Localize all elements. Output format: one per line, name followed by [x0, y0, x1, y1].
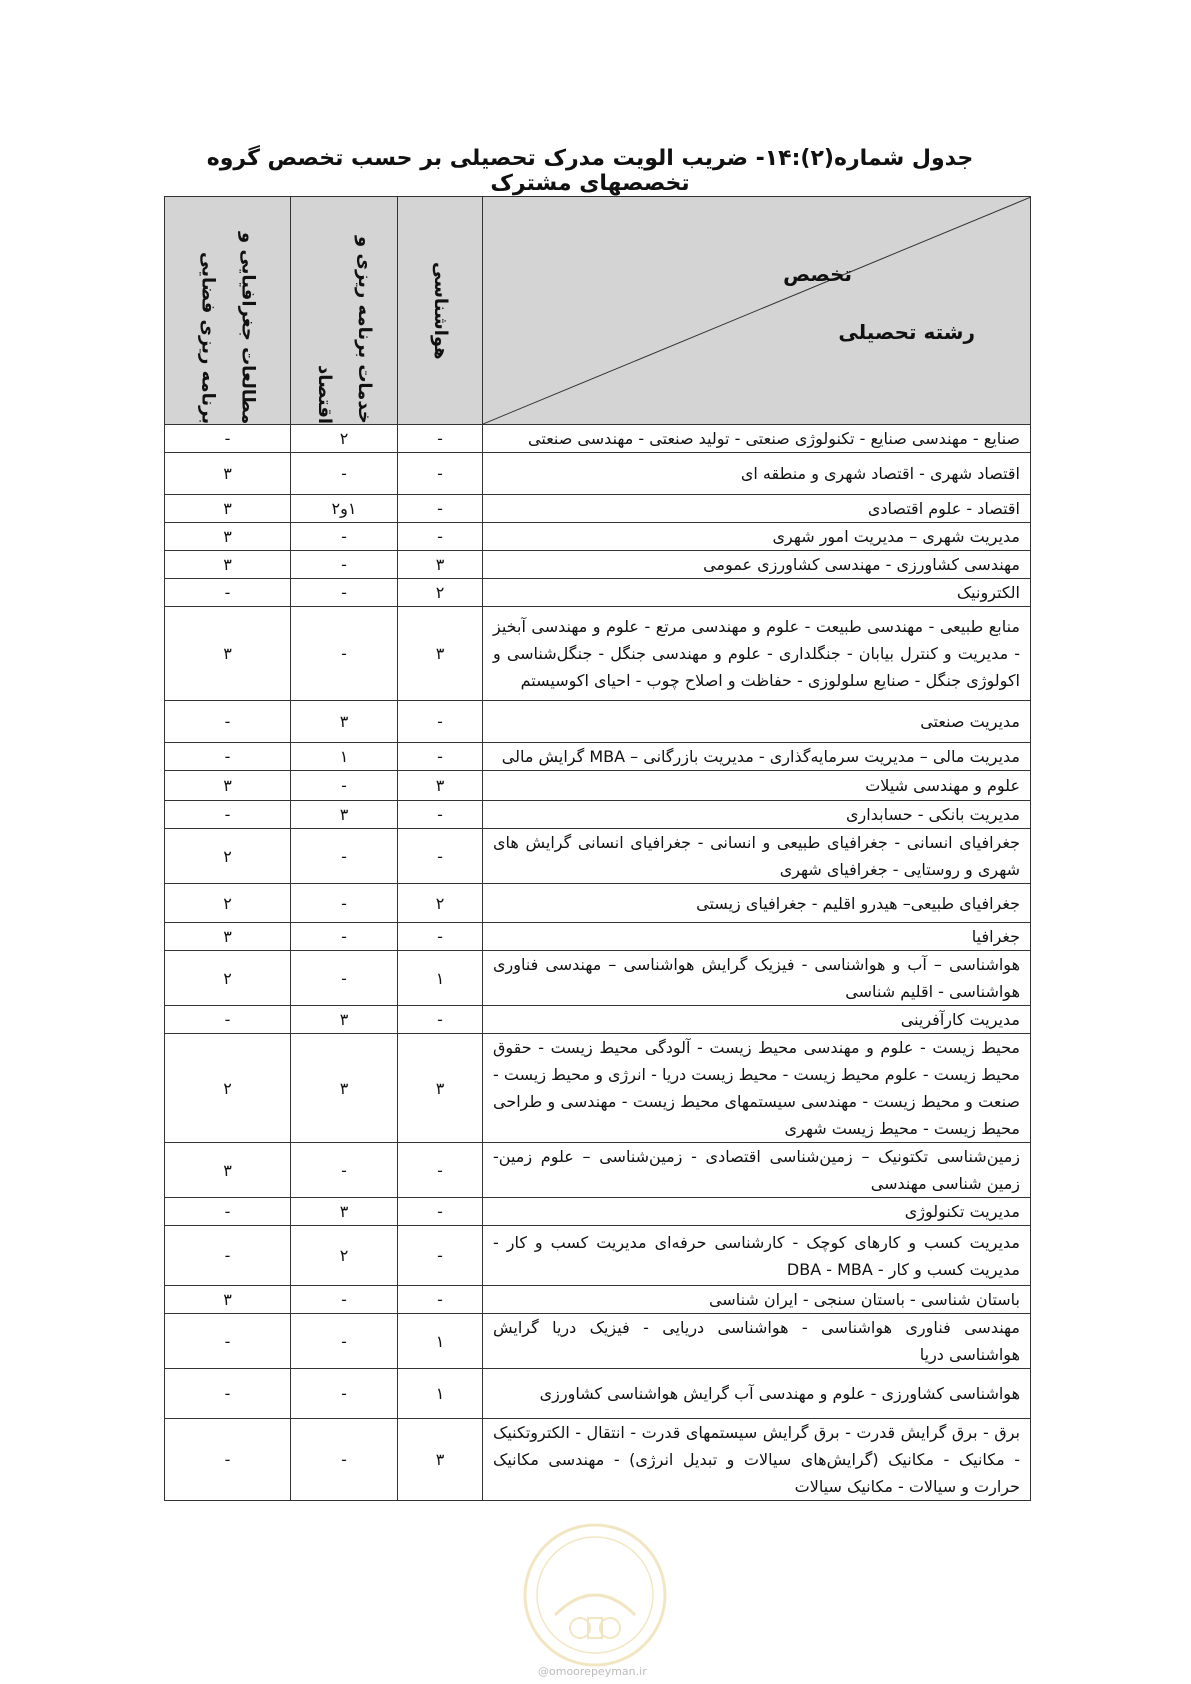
cell-specialization: جغرافیا — [483, 923, 1031, 951]
cell-specialization: الکترونیک — [483, 579, 1031, 607]
cell-meteorology: - — [398, 701, 483, 743]
cell-specialization: هواشناسی – آب و هواشناسی - فیزیک گرایش هواشناسی – مهندسی فناوری هواشناسی - اقلیم شناسی — [483, 951, 1031, 1006]
cell-planning-economy: - — [291, 951, 398, 1006]
cell-specialization: مدیریت شهری – مدیریت امور شهری — [483, 523, 1031, 551]
cell-geography: ۲ — [165, 1034, 291, 1143]
header-col-planning-economy: خدمات برنامه ریزی و اقتصاد — [291, 197, 398, 425]
header-col-geography: مطالعات جغرافیایی و برنامه ریزی فضایی — [165, 197, 291, 425]
cell-geography: ۳ — [165, 607, 291, 701]
cell-specialization: برق - برق گرایش قدرت - برق گرایش سیستمهای قدرت - انتقال - الکتروتکنیک - مکانیک - مکانیک (گرایش‌های سیالات و تبدیل انرژی) - مهندسی مکانیک حرارت و سیالات - مکانیک سیالات — [483, 1419, 1031, 1501]
table-row — [165, 425, 1031, 453]
cell-meteorology: - — [398, 1143, 483, 1198]
diagonal-line — [483, 197, 1031, 424]
cell-specialization: هواشناسی کشاورزی - علوم و مهندسی آب گرایش هواشناسی کشاورزی — [483, 1369, 1031, 1419]
cell-geography: - — [165, 1369, 291, 1419]
table-row — [165, 829, 1031, 884]
cell-meteorology: ۱ — [398, 951, 483, 1006]
cell-specialization: مدیریت تکنولوژی — [483, 1198, 1031, 1226]
cell-planning-economy: - — [291, 579, 398, 607]
table-row — [165, 607, 1031, 701]
cell-geography: - — [165, 1226, 291, 1286]
table-row — [165, 1198, 1031, 1226]
table-title: جدول شماره(۲):۱۴- ضریب الویت مدرک تحصیلی بر حسب تخصص گروه تخصصهای مشترک — [206, 146, 974, 196]
cell-geography: ۲ — [165, 951, 291, 1006]
cell-meteorology: - — [398, 1226, 483, 1286]
table-row — [165, 1314, 1031, 1369]
cell-planning-economy: - — [291, 453, 398, 495]
table-row — [165, 1286, 1031, 1314]
cell-specialization: محیط زیست - علوم و مهندسی محیط زیست - آلودگی محیط زیست - حقوق محیط زیست - علوم محیط زیست - محیط زیست دریا - انرژی و محیط زیست - صنعت و محیط زیست - مهندسی سیستمهای محیط زیست - مهندسی و طراحی محیط زیست - محیط زیست شهری — [483, 1034, 1031, 1143]
cell-planning-economy: - — [291, 1369, 398, 1419]
cell-geography: ۳ — [165, 1286, 291, 1314]
cell-geography: ۳ — [165, 923, 291, 951]
cell-geography: ۳ — [165, 495, 291, 523]
table-row — [165, 1419, 1031, 1501]
cell-specialization: مدیریت کسب و کارهای کوچک - کارشناسی حرفه‌ای مدیریت کسب و کار - مدیریت کسب و کار - DBA - MBA — [483, 1226, 1031, 1286]
cell-specialization: اقتصاد شهری - اقتصاد شهری و منطقه ای — [483, 453, 1031, 495]
watermark-seal — [520, 1520, 670, 1670]
cell-meteorology: - — [398, 1006, 483, 1034]
cell-planning-economy: - — [291, 1286, 398, 1314]
cell-planning-economy: ۲ — [291, 1226, 398, 1286]
cell-specialization: زمین‌شناسی تکتونیک – زمین‌شناسی اقتصادی - زمین‌شناسی – علوم زمین- زمین شناسی مهندسی — [483, 1143, 1031, 1198]
table-row — [165, 495, 1031, 523]
cell-meteorology: - — [398, 829, 483, 884]
cell-specialization: باستان شناسی - باستان سنجی - ایران شناسی — [483, 1286, 1031, 1314]
table-row — [165, 1034, 1031, 1143]
cell-planning-economy: ۳ — [291, 1034, 398, 1143]
cell-meteorology: - — [398, 923, 483, 951]
table-row — [165, 453, 1031, 495]
cell-specialization: جغرافیای انسانی - جغرافیای طبیعی و انسانی - جغرافیای انسانی گرایش های شهری و روستایی - جغرافیای شهری — [483, 829, 1031, 884]
priority-table — [164, 196, 1031, 1501]
cell-meteorology: ۳ — [398, 1034, 483, 1143]
table-row — [165, 801, 1031, 829]
table-row — [165, 771, 1031, 801]
cell-planning-economy: - — [291, 771, 398, 801]
cell-meteorology: - — [398, 523, 483, 551]
cell-meteorology: ۱ — [398, 1369, 483, 1419]
cell-meteorology: ۲ — [398, 579, 483, 607]
header-field-label: تخصص — [783, 262, 852, 286]
cell-geography: - — [165, 1198, 291, 1226]
cell-planning-economy: - — [291, 1143, 398, 1198]
cell-planning-economy: - — [291, 1419, 398, 1501]
diagonal-header-cell — [483, 197, 1031, 425]
cell-planning-economy: - — [291, 829, 398, 884]
cell-planning-economy: ۳ — [291, 1198, 398, 1226]
cell-specialization: مهندسی فناوری هواشناسی - هواشناسی دریایی - فیزیک دریا گرایش هواشناسی دریا — [483, 1314, 1031, 1369]
cell-specialization: اقتصاد - علوم اقتصادی — [483, 495, 1031, 523]
cell-specialization: جغرافیای طبیعی– هیدرو اقلیم - جغرافیای زیستی — [483, 884, 1031, 923]
cell-planning-economy: - — [291, 1314, 398, 1369]
cell-planning-economy: ۲ — [291, 425, 398, 453]
table-row — [165, 551, 1031, 579]
table-row — [165, 951, 1031, 1006]
cell-meteorology: - — [398, 801, 483, 829]
cell-geography: ۳ — [165, 1143, 291, 1198]
cell-meteorology: ۳ — [398, 771, 483, 801]
cell-meteorology: - — [398, 453, 483, 495]
cell-planning-economy: ۳ — [291, 801, 398, 829]
cell-specialization: صنایع - مهندسی صنایع - تکنولوژی صنعتی - تولید صنعتی - مهندسی صنعتی — [483, 425, 1031, 453]
cell-planning-economy: - — [291, 923, 398, 951]
cell-meteorology: - — [398, 743, 483, 771]
table-row — [165, 579, 1031, 607]
table-row — [165, 884, 1031, 923]
table-row — [165, 1226, 1031, 1286]
table-row — [165, 1143, 1031, 1198]
table-row — [165, 1369, 1031, 1419]
cell-meteorology: - — [398, 1286, 483, 1314]
cell-planning-economy: ۳ — [291, 1006, 398, 1034]
cell-geography: - — [165, 1006, 291, 1034]
cell-planning-economy: - — [291, 523, 398, 551]
cell-meteorology: ۱ — [398, 1314, 483, 1369]
cell-geography: ۳ — [165, 551, 291, 579]
cell-planning-economy: ۱ — [291, 743, 398, 771]
table-row — [165, 743, 1031, 771]
cell-geography: - — [165, 701, 291, 743]
cell-geography: - — [165, 743, 291, 771]
table-row — [165, 523, 1031, 551]
cell-planning-economy: - — [291, 607, 398, 701]
cell-planning-economy: - — [291, 884, 398, 923]
cell-meteorology: - — [398, 1198, 483, 1226]
cell-meteorology: - — [398, 495, 483, 523]
cell-specialization: مهندسی کشاورزی - مهندسی کشاورزی عمومی — [483, 551, 1031, 579]
table-body — [165, 425, 1031, 1501]
cell-geography: ۲ — [165, 829, 291, 884]
cell-meteorology: ۲ — [398, 884, 483, 923]
cell-geography: - — [165, 801, 291, 829]
cell-specialization: مدیریت بانکی - حسابداری — [483, 801, 1031, 829]
cell-geography: ۳ — [165, 771, 291, 801]
cell-planning-economy: - — [291, 551, 398, 579]
header-col-meteorology: هواشناسی — [398, 197, 483, 425]
cell-geography: - — [165, 425, 291, 453]
table-row — [165, 1006, 1031, 1034]
cell-meteorology: ۳ — [398, 607, 483, 701]
header-row — [165, 197, 1031, 425]
header-major-label: رشته تحصیلی — [838, 320, 975, 344]
cell-geography: - — [165, 579, 291, 607]
table-row — [165, 701, 1031, 743]
cell-specialization: منابع طبیعی - مهندسی طبیعت - علوم و مهندسی مرتع - علوم و مهندسی آبخیز - مدیریت و کنترل بیابان - جنگلداری - علوم و مهندسی جنگل - جنگل‌شناسی و اکولوژی جنگل - صنایع سلولوزی - حفاظت و اصلاح چوب - احیای اکوسیستم — [483, 607, 1031, 701]
cell-specialization: مدیریت مالی – مدیریت سرمایه‌گذاری - مدیریت بازرگانی – MBA گرایش مالی — [483, 743, 1031, 771]
cell-planning-economy: ۳ — [291, 701, 398, 743]
cell-meteorology: ۳ — [398, 1419, 483, 1501]
cell-geography: ۲ — [165, 884, 291, 923]
cell-meteorology: - — [398, 425, 483, 453]
cell-planning-economy: ۱و۲ — [291, 495, 398, 523]
cell-specialization: علوم و مهندسی شیلات — [483, 771, 1031, 801]
cell-specialization: مدیریت کارآفرینی — [483, 1006, 1031, 1034]
cell-geography: ۳ — [165, 453, 291, 495]
cell-geography: ۳ — [165, 523, 291, 551]
cell-specialization: مدیریت صنعتی — [483, 701, 1031, 743]
cell-meteorology: ۳ — [398, 551, 483, 579]
watermark-handle: @omoorepeyman.ir — [538, 1665, 647, 1678]
cell-geography: - — [165, 1314, 291, 1369]
table-row — [165, 923, 1031, 951]
cell-geography: - — [165, 1419, 291, 1501]
